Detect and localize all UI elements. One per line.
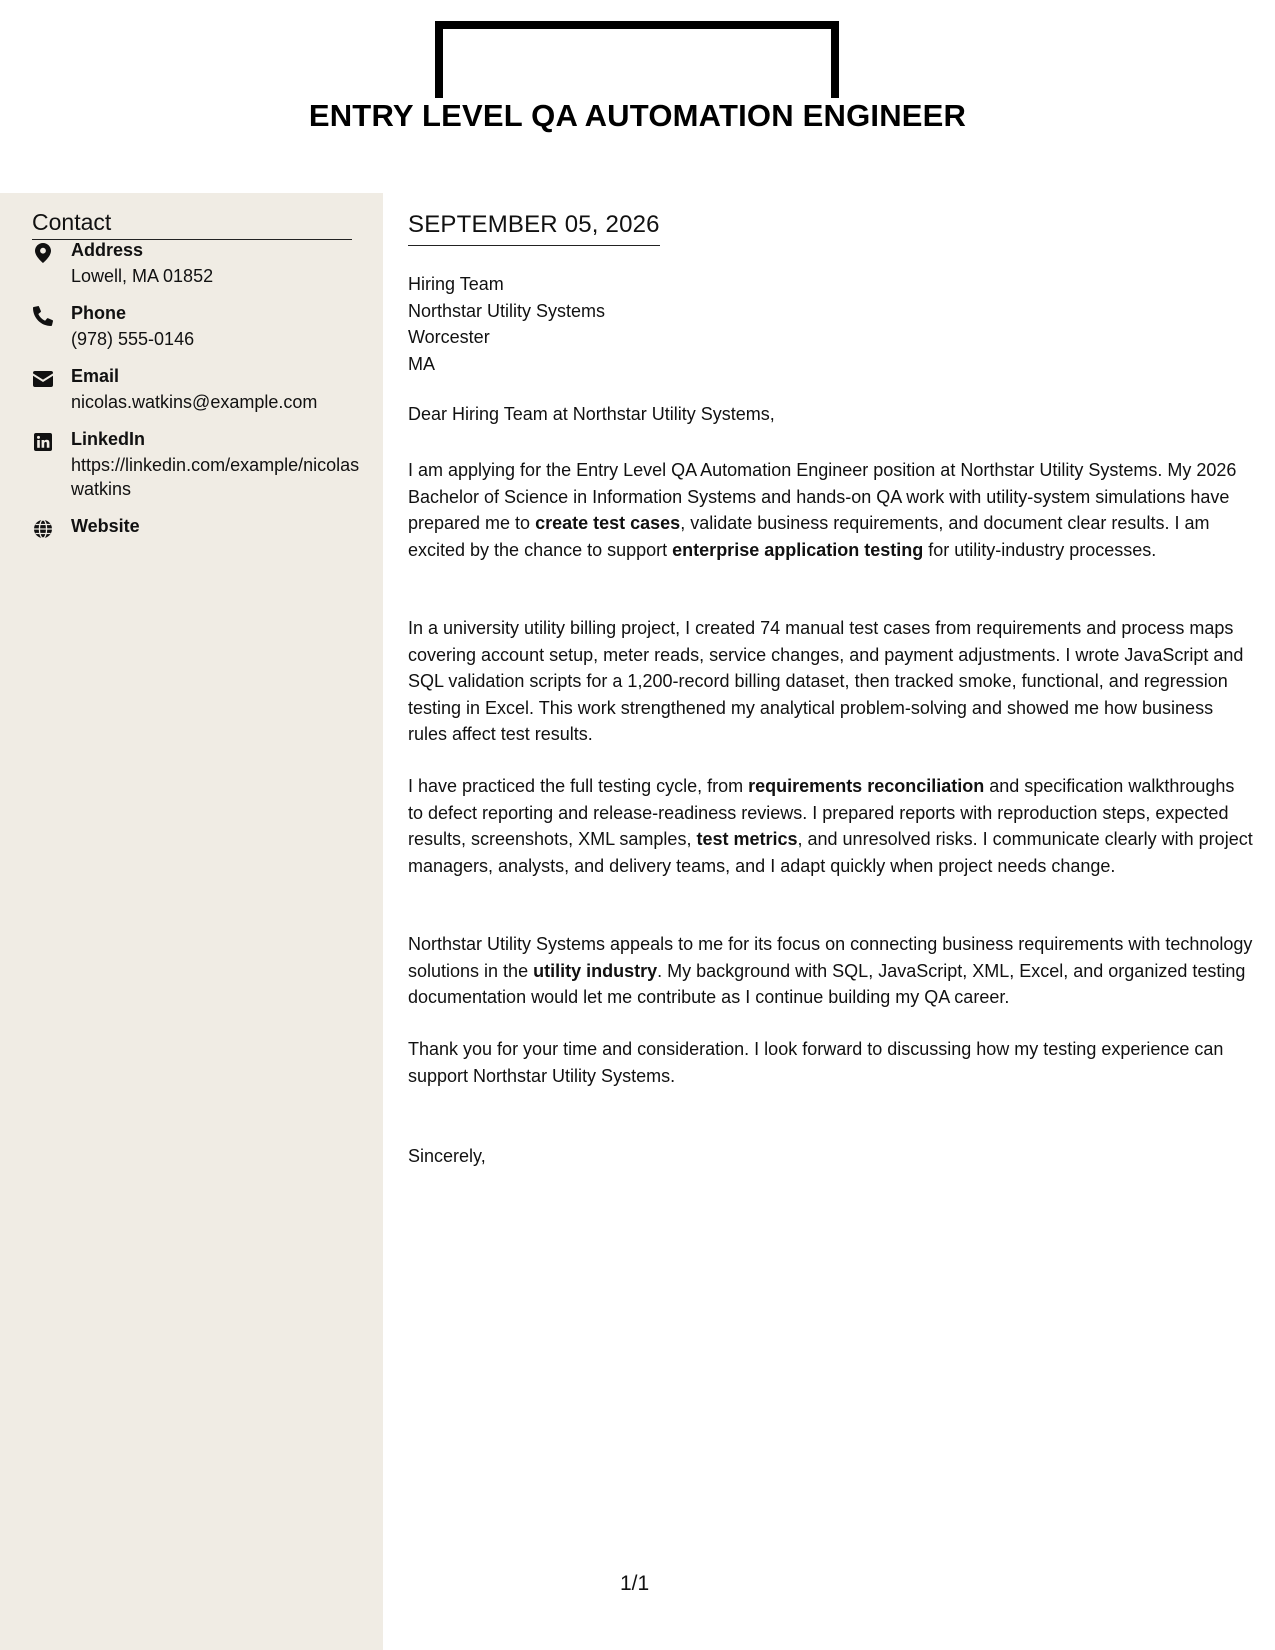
letter-paragraph (408, 773, 1253, 879)
email-value[interactable]: nicolas.watkins@example.com (71, 392, 318, 412)
envelope-icon (32, 368, 54, 390)
letter-paragraph (408, 615, 1253, 748)
letter-paragraph (408, 931, 1253, 1011)
paragraph-text: In a university utility billing project, I created 74 manual test cases from requirements and process maps covering account setup, meter reads, service changes, and payment adjustments. I wrote JavaScript and SQL validation scripts for a 1,200-record billing dataset, then tracked smoke, functional, and regression testing in Excel. This work strengthened my analytical problem-solving and showed me how business rules affect test results. (408, 618, 1244, 744)
paragraph-text: and specification walkthroughs to defect reporting and release-readiness reviews. I prepared reports with reproduction steps, expected results, screenshots, XML samples, (408, 776, 1235, 849)
recipient-line: Hiring Team (408, 274, 504, 294)
linkedin-value[interactable]: https://linkedin.com/example/nicolaswatkins (71, 455, 360, 499)
paragraph-text: for utility-industry processes. (923, 539, 1157, 560)
paragraph-text: , validate business requirements, and document clear results. I am excited by the chance to support (408, 513, 1210, 560)
paragraph-text: I am applying for the Entry Level QA Automation Engineer position at Northstar Utility Systems. My 2026 Bachelor of Science in Information Systems and hands-on QA work with utility-system simulations have prepared me to (408, 460, 1237, 533)
paragraph-text: . My background with SQL, JavaScript, XML, Excel, and organized testing documentation would let me contribute as I continue building my QA career. (408, 960, 1246, 1007)
emphasized-phrase: test metrics (696, 829, 798, 849)
map-pin-icon (32, 242, 54, 264)
contact-sidebar (0, 193, 383, 1650)
paragraph-text: Northstar Utility Systems appeals to me for its focus on connecting business requirements with technology solutions in the (408, 934, 1253, 981)
letter-greeting: Dear Hiring Team at Northstar Utility Systems, (408, 404, 775, 424)
page-number: 1/1 (620, 1572, 650, 1595)
recipient-block (408, 271, 605, 377)
letter-paragraph (408, 457, 1253, 563)
letter-paragraph (408, 1036, 1253, 1089)
paragraph-text: I have practiced the full testing cycle, from (408, 776, 749, 796)
linkedin-label: LinkedIn (71, 429, 146, 449)
phone-label: Phone (71, 303, 127, 323)
recipient-line: MA (408, 353, 435, 374)
phone-value: (978) 555-0146 (71, 329, 195, 349)
contact-heading: Contact (32, 209, 352, 240)
emphasized-phrase: create test cases (535, 513, 681, 533)
letter-closing: Sincerely, (408, 1146, 486, 1166)
address-value: Lowell, MA 01852 (71, 266, 214, 286)
letter-date: SEPTEMBER 05, 2026 (408, 211, 660, 246)
globe-icon (32, 518, 54, 540)
email-label: Email (71, 366, 120, 386)
paragraph-text: Thank you for your time and consideration. I look forward to discussing how my testing experience can support Northstar Utility Systems. (408, 1039, 1224, 1086)
recipient-line: Worcester (408, 327, 490, 347)
website-label: Website (71, 516, 140, 536)
emphasized-phrase: enterprise application testing (672, 539, 924, 560)
document-header (0, 0, 1275, 193)
recipient-line: Northstar Utility Systems (408, 300, 606, 321)
emphasized-phrase: utility industry (533, 960, 658, 981)
address-label: Address (71, 240, 144, 260)
paragraph-text: , and unresolved risks. I communicate clearly with project managers, analysts, and delivery teams, and I adapt quickly when project needs change. (408, 829, 1253, 876)
document-title: ENTRY LEVEL QA AUTOMATION ENGINEER (0, 98, 1275, 134)
emphasized-phrase: requirements reconciliation (748, 776, 985, 796)
phone-icon (32, 305, 54, 327)
header-bracket-decoration (435, 21, 839, 99)
linkedin-icon (32, 431, 54, 453)
